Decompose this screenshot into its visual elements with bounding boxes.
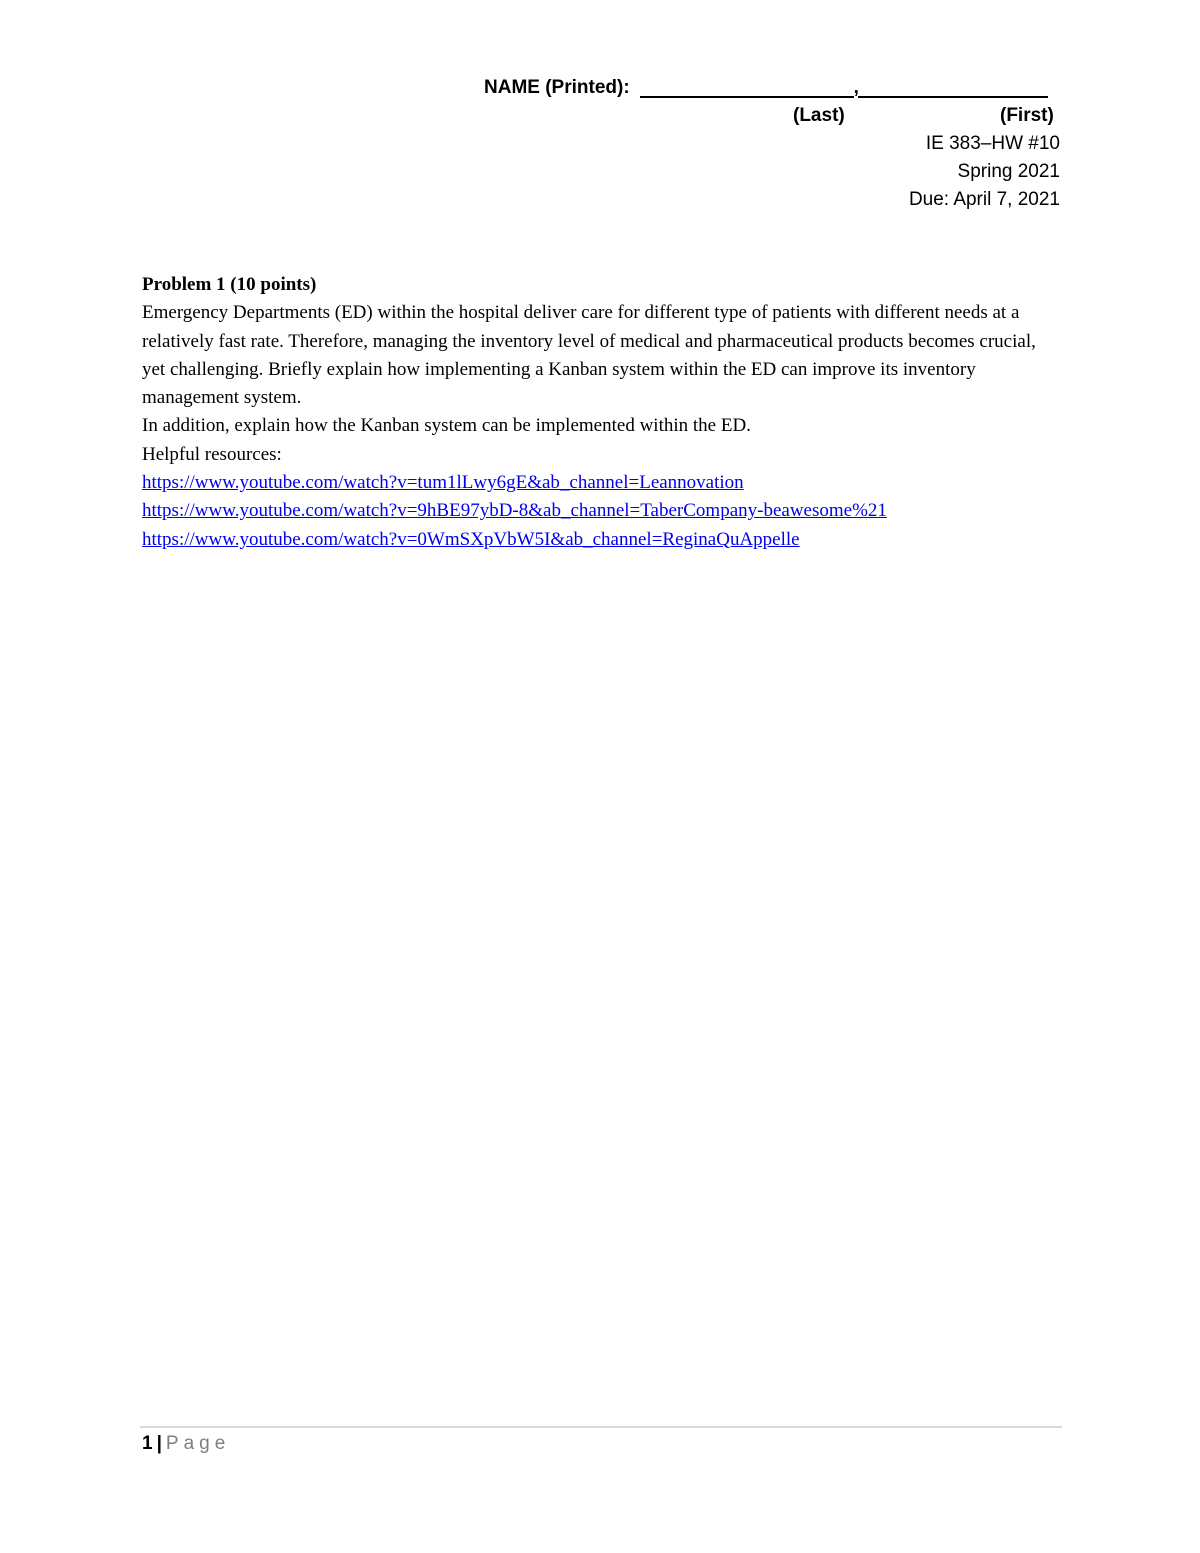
resource-link[interactable]: https://www.youtube.com/watch?v=0WmSXpVbW5I&ab_channel=ReginaQuAppelle [142,528,800,550]
first-name-blank[interactable] [858,76,1048,98]
resource-link[interactable]: https://www.youtube.com/watch?v=tum1lLwy6gE&ab_channel=Leannovation [142,472,744,494]
resources-label: Helpful resources: [142,443,282,465]
problem-paragraph: Emergency Departments (ED) within the hospital deliver care for different type of patients with different needs at a relatively fast rate. Therefore, managing the inventory level of medical and pharmaceutical products becomes crucial, yet challenging. Briefly explain how implementing a Kanban system within the ED can improve its inventory management system. [142,302,1036,409]
page-number: 1 [142,1433,153,1454]
footer-divider [140,1426,1062,1428]
resource-link[interactable]: https://www.youtube.com/watch?v=9hBE97ybD-8&ab_channel=TaberCompany-beawesome%21 [142,500,887,522]
first-label: (First) [1000,105,1054,126]
course-title: IE 383–HW #10 [925,133,1060,154]
term-label: Spring 2021 [957,161,1060,182]
page-word: Page [165,1433,231,1454]
problem-title: Problem 1 (10 points) [142,274,317,295]
footer-separator: | [156,1433,162,1454]
last-name-blank[interactable] [640,76,854,98]
last-label: (Last) [793,105,845,126]
page-footer [142,1431,230,1457]
name-field [484,74,1048,102]
due-date: Due: April 7, 2021 [908,189,1060,210]
problem-addition: In addition, explain how the Kanban system can be implemented within the ED. [142,415,751,437]
problem-section [142,271,1062,554]
name-comma: , [853,77,859,98]
name-label: NAME (Printed): [484,77,630,98]
